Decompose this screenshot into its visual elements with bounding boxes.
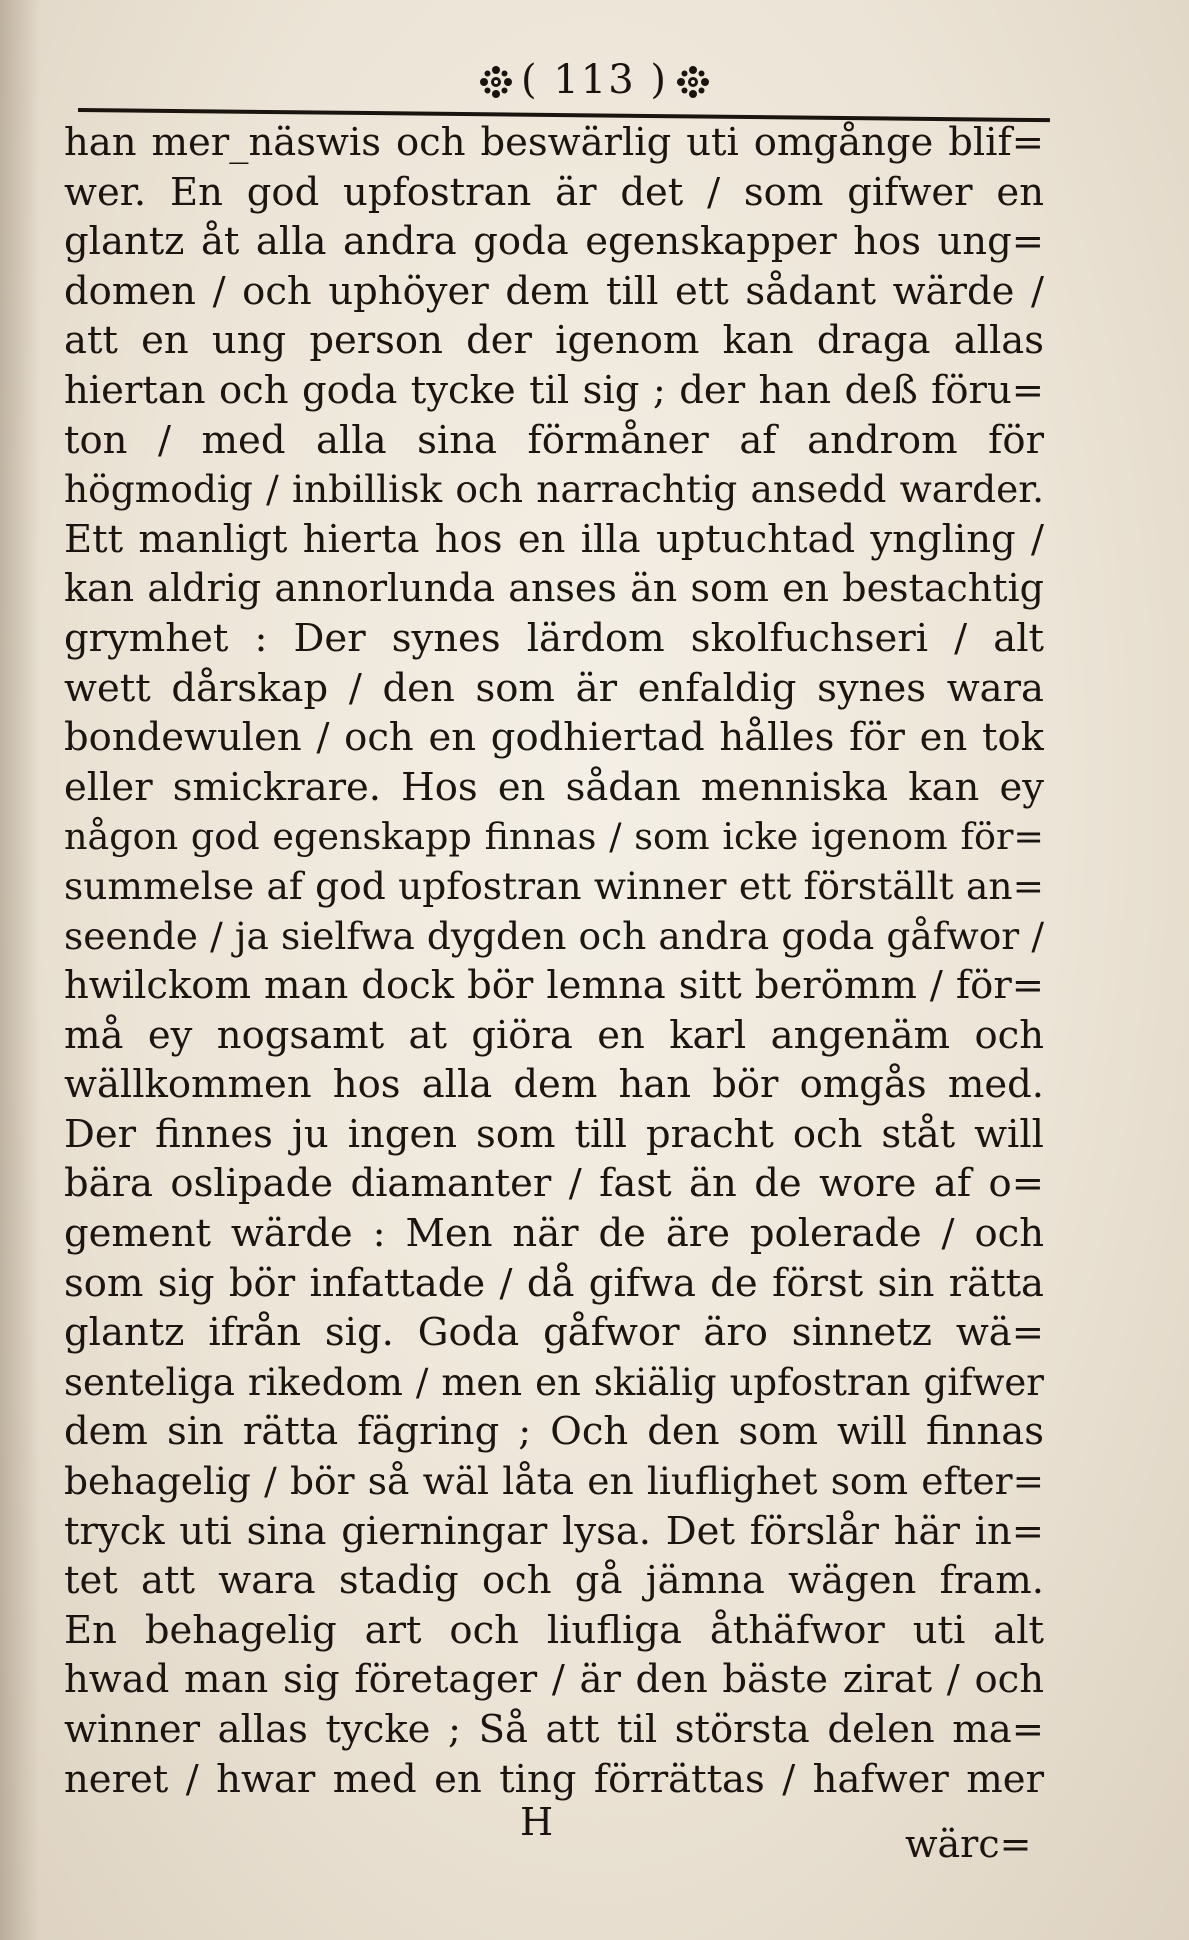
text-line: Ett manligt hierta hos en illa uptuchtad yngling / [64, 516, 1044, 562]
text-line: bära oslipade diamanter / fast än de wore af o= [64, 1161, 1044, 1207]
text-line: gement wärde : Men när de äre polerade / och [64, 1211, 1044, 1257]
text-line: glantz ifrån sig. Goda gåfwor äro sinnetz wä= [64, 1310, 1044, 1356]
text-line: någon god egenskapp finnas / som icke igenom för= [64, 815, 1044, 859]
text-line: Der finnes ju ingen som till pracht och ståt will [64, 1111, 1044, 1157]
signature-mark: H [520, 1800, 554, 1844]
text-line: hiertan och goda tycke til sig ; der han deß föru= [64, 367, 1044, 413]
text-line: neret / hwar med en ting förrättas / hafwer mer [64, 1756, 1044, 1802]
text-line: eller smickrare. Hos en sådan menniska kan ey [64, 764, 1044, 810]
text-line: wett dårskap / den som är enfaldig synes wara [64, 665, 1044, 711]
text-line: som sig bör infattade / då gifwa de först sin rätta [64, 1260, 1044, 1306]
text-line: högmodig / inbillisk och narrachtig ansedd warder. [64, 467, 1044, 512]
text-line: hwad man sig företager / är den bäste zirat / och [64, 1657, 1044, 1703]
text-line: må ey nogsamt at giöra en karl angenäm och [64, 1012, 1044, 1058]
catchword: wärc= [905, 1822, 1032, 1866]
text-line: att en ung person der igenom kan draga allas [64, 318, 1044, 364]
floral-ornament-icon [676, 63, 710, 97]
text-line: grymhet : Der synes lärdom skolfuchseri / alt [64, 615, 1044, 661]
text-line: wer. En god upfostran är det / som gifwer en [64, 169, 1044, 215]
text-line: bondewulen / och en godhiertad hålles för en tok [64, 715, 1044, 761]
text-line: hwilckom man dock bör lemna sitt berömm / för= [64, 963, 1044, 1009]
text-line: dem sin rätta fägring ; Och den som will finnas [64, 1409, 1044, 1455]
text-line: seende / ja sielfwa dygden och andra goda gåfwor / [64, 913, 1044, 958]
page-number: ( 113 ) [521, 57, 668, 103]
text-line: han mer_näswis och beswärlig uti omgånge blif= [64, 120, 1044, 165]
text-line: winner allas tycke ; Så att til största delen ma= [64, 1707, 1044, 1752]
text-line: En behagelig art och liufliga åthäfwor uti alt [64, 1607, 1044, 1653]
body-text [64, 118, 1044, 1804]
text-line: kan aldrig annorlunda anses än som en bestachtig [64, 566, 1044, 611]
text-line: behagelig / bör så wäl låta en liuflighet som efter= [64, 1459, 1044, 1504]
text-line: glantz åt alla andra goda egenskapper hos ung= [64, 219, 1044, 265]
page-footer [0, 1800, 1189, 1866]
text-line: senteliga rikedom / men en skiälig upfostran gifwer [64, 1360, 1044, 1404]
page-header [0, 54, 1189, 103]
floral-ornament-icon [479, 63, 513, 97]
text-line: domen / och uphöyer dem till ett sådant wärde / [64, 268, 1044, 314]
text-line: summelse af god upfostran winner ett förställt an= [64, 863, 1044, 908]
text-line: tryck uti sina gierningar lysa. Det förslår här in= [64, 1508, 1044, 1554]
text-line: tet att wara stadig och gå jämna wägen fram. [64, 1558, 1044, 1604]
text-line: ton / med alla sina förmåner af androm för [64, 417, 1044, 463]
text-line: wällkommen hos alla dem han bör omgås med. [64, 1062, 1044, 1108]
